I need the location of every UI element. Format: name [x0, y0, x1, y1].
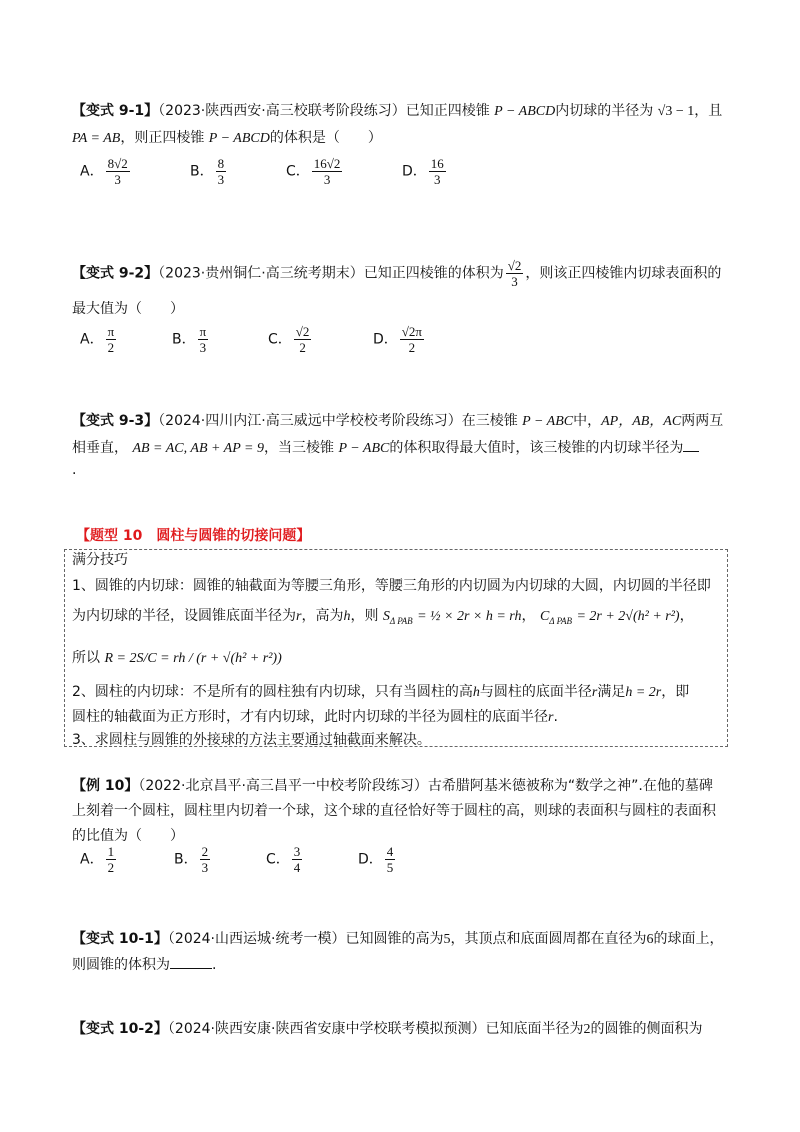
numerator: π	[199, 324, 207, 339]
denominator: 5	[386, 860, 394, 875]
radius-value: 2	[583, 1022, 591, 1037]
var-r: r	[296, 609, 302, 624]
source: （2024·四川内江·高三威远中学校校考阶段练习）	[158, 413, 462, 429]
variant-9-3-line1	[72, 411, 723, 432]
denominator: 3	[199, 340, 207, 355]
source: （2023·贵州铜仁·高三统考期末）	[158, 265, 364, 282]
option-label: C．	[268, 331, 292, 348]
example-10-line3: 的比值为（ ）	[72, 828, 184, 844]
option-d[interactable]	[358, 844, 397, 875]
option-c[interactable]	[268, 324, 313, 355]
denominator: 3	[511, 274, 518, 289]
condition: h = 2r	[625, 685, 662, 700]
stem-text: ，且	[694, 103, 723, 119]
stem-text: 古希腊阿基米德被称为“数学之神”.在他的墓碑	[427, 778, 713, 794]
source: （2024·陕西安康·陕西省安康中学校联考模拟预测）	[167, 1021, 486, 1037]
variant-tag: 【变式 10-1】	[72, 931, 168, 947]
option-label: A．	[80, 851, 104, 868]
option-label: D．	[358, 851, 383, 868]
denominator: 4	[293, 860, 301, 875]
area-symbol: $S_{\Delta PAB}$	[382, 609, 413, 626]
option-a[interactable]	[80, 156, 132, 187]
stem-text: 的球面上，	[653, 931, 724, 947]
variant-10-1-line2	[72, 955, 216, 975]
denominator: 3	[434, 172, 441, 187]
option-label: C．	[266, 851, 290, 868]
numerator: π	[107, 324, 115, 339]
answer-blank[interactable]	[683, 451, 699, 452]
denominator: 3	[217, 172, 225, 187]
tip-text: 2、圆柱的内切球：不是所有的圆柱独有内切球，只有当圆柱的高	[72, 684, 473, 700]
numerator: √2	[507, 258, 522, 273]
stem-text: 已知正四棱锥	[405, 103, 490, 119]
height-value: 5	[443, 932, 451, 947]
pyramid-name: P − ABCD	[208, 131, 270, 146]
variant-9-1-line2	[72, 128, 382, 149]
denominator: 2	[107, 340, 115, 355]
numerator: 4	[386, 844, 394, 859]
perimeter-symbol: $C_{\Delta PAB}$	[539, 609, 572, 626]
condition: AB = AC, AB + AP = 9	[132, 441, 264, 456]
area-formula: = ½ × 2r × h = rh	[417, 609, 522, 624]
tip-text: ，即	[661, 684, 690, 700]
numerator: 8	[217, 156, 225, 171]
option-a[interactable]	[80, 844, 118, 875]
numerator: 16	[430, 156, 444, 171]
variant-9-3-line2	[72, 438, 699, 459]
condition: PA = AB	[72, 131, 121, 146]
variant-10-2-line1	[72, 1019, 702, 1040]
stem-text: 已知圆锥的高为	[345, 931, 444, 947]
example-10-line1	[72, 776, 713, 796]
numerator: √2	[295, 324, 310, 339]
option-a[interactable]	[80, 324, 118, 355]
source: （2023·陕西西安·高三校联考阶段练习）	[158, 103, 406, 119]
numerator: 16√2	[313, 156, 341, 171]
stem-text: 中，	[573, 413, 602, 429]
variant-9-2-line1	[72, 258, 721, 289]
pyramid-name: P − ABC	[338, 441, 390, 456]
tip-text: 满足	[597, 684, 626, 700]
example-tag: 【例 10】	[72, 778, 139, 794]
stem-text: .	[72, 462, 77, 478]
stem-text: ，则该正四棱锥内切球表面积的	[525, 265, 722, 282]
numerator: 2	[201, 844, 209, 859]
stem-text: .	[212, 957, 217, 973]
stem-text: ，则正四棱锥	[120, 130, 205, 146]
option-label: B．	[174, 851, 198, 868]
denominator: 2	[107, 860, 115, 875]
stem-text: 已知正四棱锥的体积为	[363, 265, 504, 282]
answer-blank[interactable]	[170, 968, 212, 969]
stem-text: 在三棱锥	[461, 413, 518, 429]
tip-text: ，则	[350, 608, 379, 624]
option-c[interactable]	[266, 844, 304, 875]
var-h: h	[472, 685, 480, 700]
section-title: 【题型 10 圆柱与圆锥的切接问题】	[76, 528, 311, 544]
option-label: B．	[172, 331, 196, 348]
source: （2022·北京昌平·高三昌平一中校考阶段练习）	[138, 778, 428, 794]
denominator: 3	[323, 172, 331, 187]
variant-tag: 【变式 9-2】	[72, 265, 159, 282]
stem-text: 两两互	[681, 413, 724, 429]
edges: AP，AB，AC	[601, 414, 682, 429]
stem-text: 相垂直，	[72, 440, 128, 456]
radius-formula: R = 2S/C = rh / (r + √(h² + r²))	[104, 651, 282, 666]
tip-text: 为内切球的半径，设圆锥底面半径为	[72, 608, 296, 624]
var-h: h	[343, 609, 351, 624]
variant-9-1-line1	[72, 101, 722, 122]
option-label: B．	[190, 163, 214, 180]
variant-10-1-line1	[72, 929, 723, 950]
tip-text: 所以	[72, 650, 100, 666]
stem-text: 已知底面半径为	[485, 1021, 584, 1037]
option-b[interactable]	[190, 156, 228, 187]
tips-p2-line2	[72, 707, 558, 728]
tip-text: ，高为	[301, 608, 344, 624]
option-label: D．	[373, 331, 398, 348]
tips-p2-line1	[72, 682, 689, 703]
option-label: A．	[80, 331, 104, 348]
variant-tag: 【变式 9-1】	[72, 103, 159, 119]
option-c[interactable]	[286, 156, 344, 187]
stem-text: 的体积取得最大值时，该三棱锥的内切球半径为	[389, 440, 684, 456]
stem-text: 内切球的半径为	[555, 103, 654, 119]
tips-p1-line2: 为内切球的半径，设圆锥底面半径为r，高为h，则 $S_{\Delta PAB}$ = ½ × 2r × h = rh， $C_{\Delta PAB} = 2r + 2√(h^2 + r^2)$，	[72, 608, 694, 626]
example-10-line2: 上刻着一个圆柱，圆柱里内切着一个球，这个球的直径恰好等于圆柱的高，则球的表面积与圆柱的表面积	[72, 803, 716, 819]
stem-text: ，当三棱锥	[263, 440, 334, 456]
denominator: 3	[114, 172, 121, 187]
source: （2024·山西运城·统考一模）	[167, 931, 346, 947]
numerator: 3	[293, 844, 301, 859]
stem-text: 的体积是（ ）	[269, 130, 382, 146]
pyramid-name: P − ABC	[522, 414, 574, 429]
variant-tag: 【变式 10-2】	[72, 1021, 168, 1037]
variant-9-2-line2	[72, 299, 184, 319]
tip-text: .	[553, 709, 558, 725]
option-label: A．	[80, 163, 104, 180]
variant-9-3-line3	[72, 460, 76, 480]
stem-text: 最大值为（ ）	[72, 301, 184, 317]
pyramid-name: P − ABCD	[494, 104, 556, 119]
stem-text: 的圆锥的侧面积为	[590, 1021, 703, 1037]
denominator: 3	[201, 860, 209, 875]
denominator: 2	[299, 340, 306, 355]
variant-tag: 【变式 9-3】	[72, 413, 159, 429]
option-d[interactable]	[402, 156, 448, 187]
option-b[interactable]	[174, 844, 212, 875]
tips-p1-line1: 1、圆锥的内切球：圆锥的轴截面为等腰三角形，等腰三角形的内切圆为内切球的大圆，内切圆的半径即	[72, 578, 711, 594]
option-label: C．	[286, 163, 310, 180]
option-label: D．	[402, 163, 427, 180]
perimeter-formula: = 2r + 2√(h² + r²)	[576, 609, 680, 624]
numerator: √2π	[401, 324, 422, 339]
radius-value: √3 − 1	[657, 104, 695, 119]
tip-text: 与圆柱的底面半径	[479, 684, 592, 700]
numerator: 1	[107, 844, 115, 859]
var-r: r	[548, 710, 554, 725]
stem-text: ，其顶点和底面圆周都在直径为	[450, 931, 647, 947]
diameter-value: 6	[646, 932, 654, 947]
option-d[interactable]	[373, 324, 426, 355]
tips-p3: 3、求圆柱与圆锥的外接球的方法主要通过轴截面来解决。	[72, 732, 431, 748]
denominator: 2	[408, 340, 416, 355]
numerator: 8√2	[107, 156, 128, 171]
tips-p1-line3	[72, 648, 282, 669]
tip-text: 圆柱的轴截面为正方形时，才有内切球，此时内切球的半径为圆柱的底面半径	[72, 709, 548, 725]
option-b[interactable]	[172, 324, 210, 355]
stem-text: 则圆锥的体积为	[72, 957, 170, 973]
var-r: r	[591, 685, 598, 700]
tips-heading: 满分技巧	[72, 552, 128, 568]
